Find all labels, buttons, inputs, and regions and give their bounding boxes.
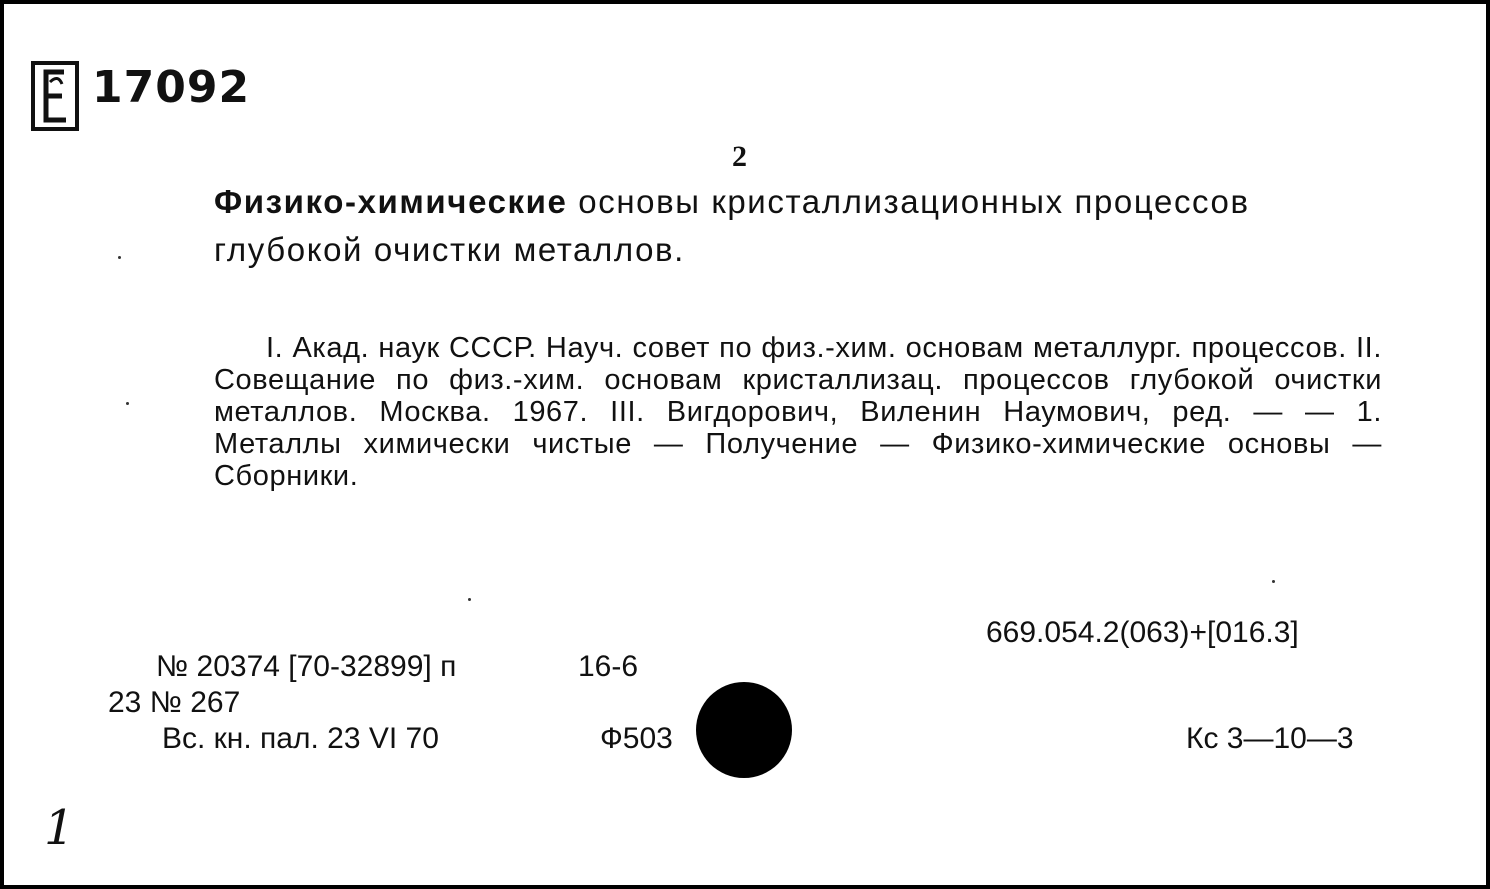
- volume-number: 2: [732, 140, 747, 173]
- record-line-2: 23 № 267: [108, 686, 241, 719]
- book-title: [214, 178, 1382, 274]
- record-number-extra: 16-6: [578, 650, 639, 683]
- book-chamber-line: Вс. кн. пал. 23 VI 70: [162, 722, 439, 755]
- kc-code: Кс 3—10—3: [1186, 722, 1354, 755]
- record-code: Ф503: [600, 722, 673, 755]
- speck: [1272, 580, 1275, 583]
- library-stamp-icon: [30, 60, 80, 132]
- speck: [468, 598, 471, 601]
- punch-hole: [696, 682, 792, 778]
- classification-code: 669.054.2(063)+[016.3]: [986, 616, 1299, 649]
- title-rest: основы кристаллизационных процессов глубокой очистки металлов.: [214, 183, 1250, 268]
- call-number: 17092: [92, 62, 251, 113]
- title-lead: Физико-химические: [214, 183, 568, 220]
- annotation: I. Акад. наук СССР. Науч. совет по физ.-хим. основам металлург. процессов. II. Совещание по физ.-хим. основам кристаллизац. процессов глубокой очистки металлов. Москва. 1967. III. Вигдорович, Виленин Наумович, ред. — — 1. Металлы химически чистые — Получение — Физико-химические основы — Сборники.: [214, 332, 1382, 492]
- handwritten-mark: 1: [44, 800, 75, 856]
- speck: [126, 402, 129, 405]
- speck: [118, 256, 121, 259]
- record-number-line: № 20374 [70-32899] п: [156, 650, 457, 683]
